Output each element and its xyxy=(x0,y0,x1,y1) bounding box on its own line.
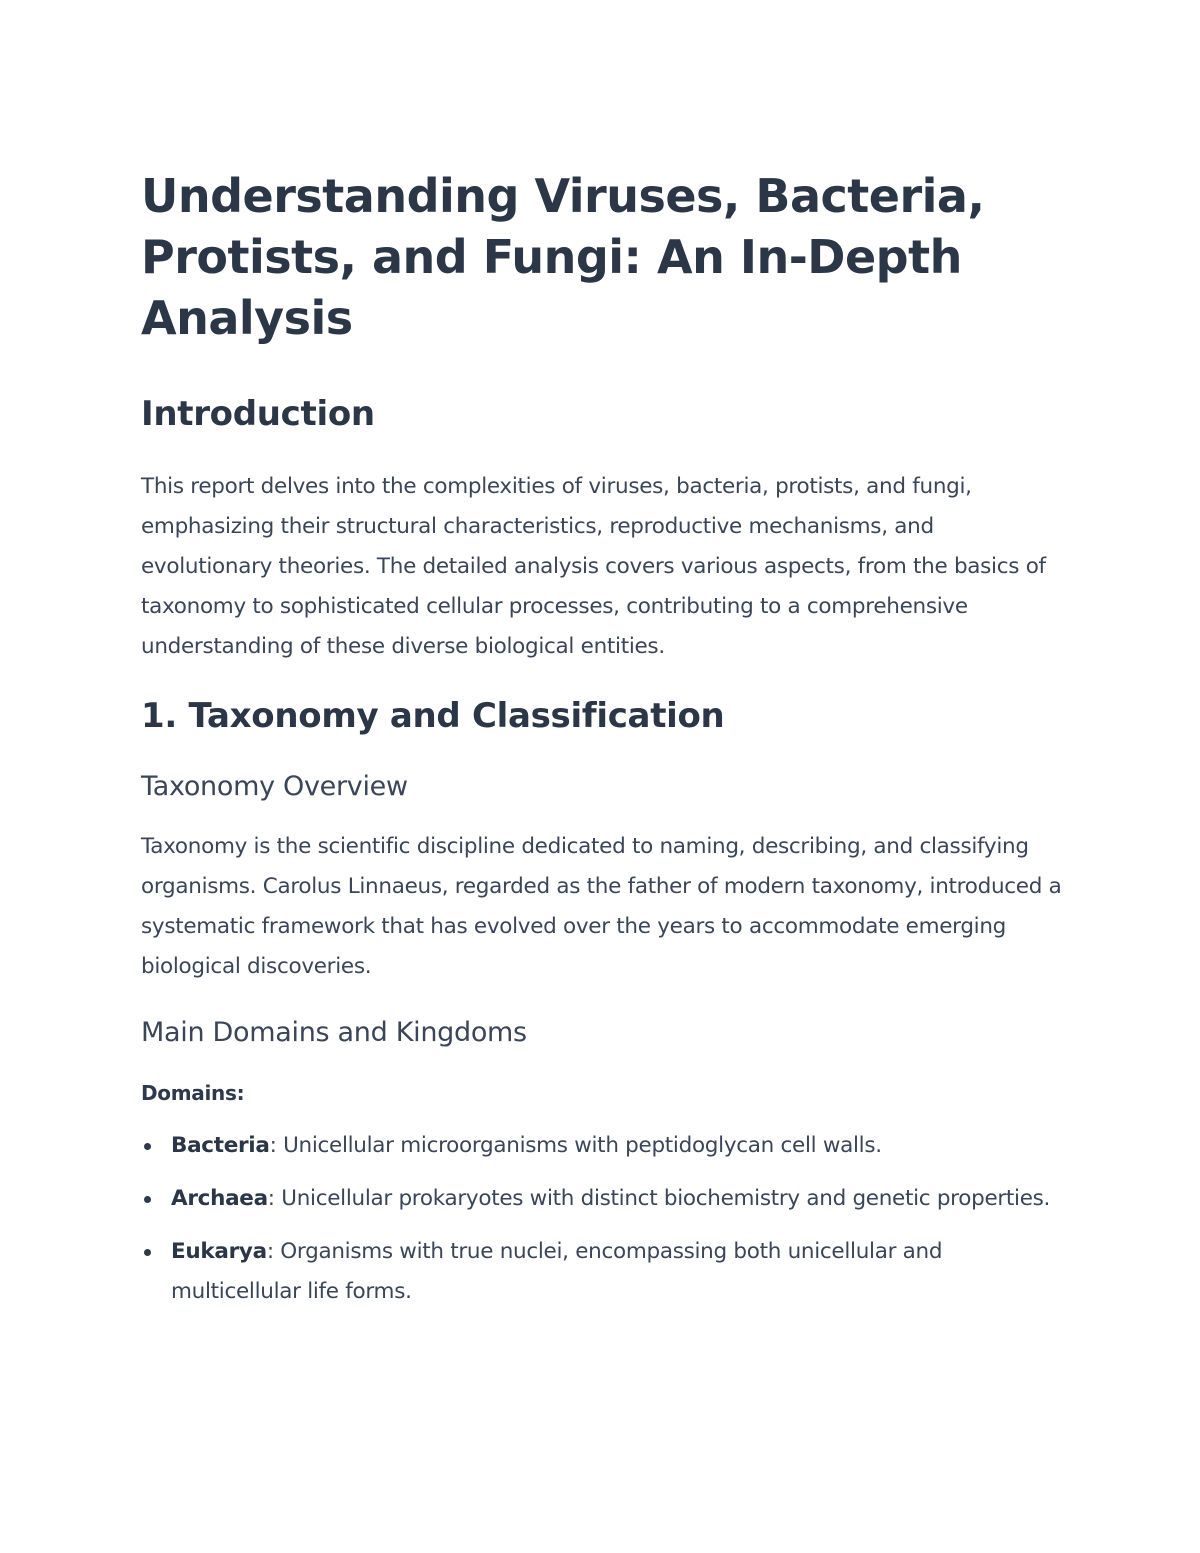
section-heading-taxonomy: 1. Taxonomy and Classification xyxy=(141,696,725,736)
bullet-icon xyxy=(144,1196,151,1203)
bullet-icon xyxy=(144,1249,151,1256)
domain-description: : Organisms with true nuclei, encompassing both unicellular and multicellular life forms. xyxy=(171,1239,943,1304)
subheading-domains-kingdoms: Main Domains and Kingdoms xyxy=(141,1017,527,1048)
document-title: Understanding Viruses, Bacteria, Protists, and Fungi: An In-Depth Analysis xyxy=(141,169,985,345)
domain-term: Archaea xyxy=(171,1186,268,1211)
list-item xyxy=(141,1179,1071,1219)
taxonomy-overview-paragraph: Taxonomy is the scientific discipline dedicated to naming, describing, and classifying organisms. Carolus Linnaeus, regarded as the father of modern taxonomy, introduced a systematic framework that has evolved over the years to accommodate emerging biological discoveries. xyxy=(141,834,1062,979)
introduction-heading: Introduction xyxy=(141,394,375,434)
introduction-paragraph: This report delves into the complexities of viruses, bacteria, protists, and fungi, emphasizing their structural characteristics, reproductive mechanisms, and evolutionary theories. The detailed analysis covers various aspects, from the basics of taxonomy to sophisticated cellular processes, contributing to a comprehensive understanding of these diverse biological entities. xyxy=(141,474,1046,659)
list-item xyxy=(141,1232,1071,1312)
subheading-taxonomy-overview: Taxonomy Overview xyxy=(141,771,408,802)
domain-term: Bacteria xyxy=(171,1133,270,1158)
domain-description: : Unicellular prokaryotes with distinct biochemistry and genetic properties. xyxy=(267,1186,1051,1211)
domains-list xyxy=(141,1126,1071,1312)
domain-term: Eukarya xyxy=(171,1239,267,1264)
domain-description: : Unicellular microorganisms with peptidoglycan cell walls. xyxy=(269,1133,882,1158)
list-item xyxy=(141,1126,1071,1166)
document-page xyxy=(141,166,1071,1325)
bullet-icon xyxy=(144,1143,151,1150)
domains-label: Domains: xyxy=(141,1081,245,1105)
